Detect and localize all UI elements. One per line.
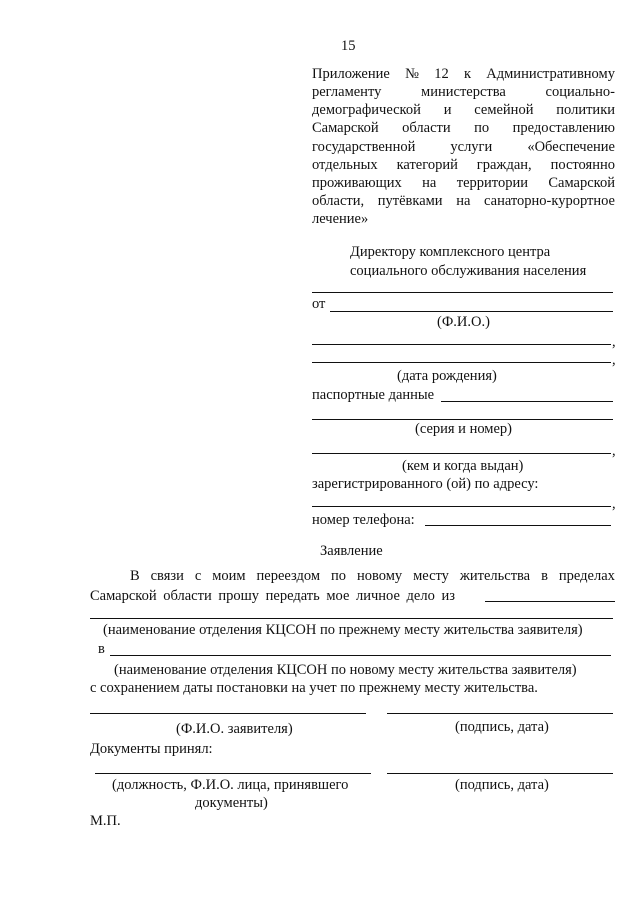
registered-label: зарегистрированного (ой) по адресу: bbox=[312, 476, 539, 492]
receiver-caption-1: (должность, Ф.И.О. лица, принявшего bbox=[112, 777, 349, 793]
docs-received-label: Документы принял: bbox=[90, 741, 213, 757]
phone-label: номер телефона: bbox=[312, 512, 415, 528]
appendix-line-3: демографической и семейной политики bbox=[312, 102, 615, 118]
in-label: в bbox=[98, 641, 105, 657]
applicant-sign-date-line[interactable] bbox=[387, 713, 613, 714]
appendix-line-5: государственной услуги «Обеспечение bbox=[312, 139, 615, 155]
appendix-line-9: лечение» bbox=[312, 211, 369, 227]
issued-field[interactable] bbox=[312, 453, 611, 454]
stamp-place: М.П. bbox=[90, 813, 121, 829]
addressee-line-1: Директору комплексного центра bbox=[350, 244, 551, 260]
prev-office-field[interactable] bbox=[485, 601, 615, 602]
comma: , bbox=[612, 334, 616, 350]
addressee-blank-line[interactable] bbox=[312, 292, 613, 293]
receiver-sign-date-line[interactable] bbox=[387, 773, 613, 774]
passport-field[interactable] bbox=[441, 401, 613, 402]
series-caption: (серия и номер) bbox=[415, 421, 512, 437]
comma: , bbox=[612, 443, 616, 459]
applicant-fio-caption: (Ф.И.О. заявителя) bbox=[176, 721, 293, 737]
appendix-line-8: области, путёвками на санаторно-курортное bbox=[312, 193, 615, 209]
fio-caption: (Ф.И.О.) bbox=[437, 314, 490, 330]
new-office-caption: (наименование отделения КЦСОН по новому месту жительства заявителя) bbox=[114, 662, 577, 678]
fio-field[interactable] bbox=[330, 311, 613, 312]
appendix-line-2: регламенту министерства социально- bbox=[312, 84, 615, 100]
birth-date-field[interactable] bbox=[312, 362, 611, 363]
applicant-fio-sign-line[interactable] bbox=[90, 713, 366, 714]
statement-line-2: Самарской области прошу передать мое личное дело из bbox=[90, 588, 455, 604]
prev-office-field-2[interactable] bbox=[90, 618, 613, 619]
appendix-line-4: Самарской области по предоставлению bbox=[312, 120, 615, 136]
appendix-line-1: Приложение № 12 к Административному bbox=[312, 66, 615, 82]
addressee-line-2: социального обслуживания населения bbox=[350, 263, 587, 279]
appendix-line-7: проживающих на территории Самарской bbox=[312, 175, 615, 191]
fio-field-2[interactable] bbox=[312, 344, 611, 345]
issued-caption: (кем и когда выдан) bbox=[402, 458, 524, 474]
comma: , bbox=[612, 352, 616, 368]
passport-label: паспортные данные bbox=[312, 387, 435, 403]
from-label: от bbox=[312, 296, 326, 312]
page-number: 15 bbox=[341, 38, 356, 54]
appendix-line-6: отдельных категорий граждан, постоянно bbox=[312, 157, 615, 173]
sign-date-caption-2: (подпись, дата) bbox=[455, 777, 549, 793]
statement-line-1: В связи с моим переездом по новому месту жительства в пределах bbox=[130, 568, 615, 584]
address-field[interactable] bbox=[312, 506, 611, 507]
passport-field-2[interactable] bbox=[312, 419, 613, 420]
phone-field[interactable] bbox=[425, 525, 611, 526]
prev-office-caption: (наименование отделения КЦСОН по прежнему месту жительства заявителя) bbox=[103, 622, 583, 638]
comma: , bbox=[612, 496, 616, 512]
birth-date-caption: (дата рождения) bbox=[397, 368, 497, 384]
receiver-caption-2: документы) bbox=[195, 795, 268, 811]
new-office-field[interactable] bbox=[110, 655, 611, 656]
keep-date-line: с сохранением даты постановки на учет по прежнему месту жительства. bbox=[90, 680, 538, 696]
receiver-sign-line[interactable] bbox=[95, 773, 371, 774]
statement-title: Заявление bbox=[320, 543, 383, 559]
sign-date-caption: (подпись, дата) bbox=[455, 719, 549, 735]
